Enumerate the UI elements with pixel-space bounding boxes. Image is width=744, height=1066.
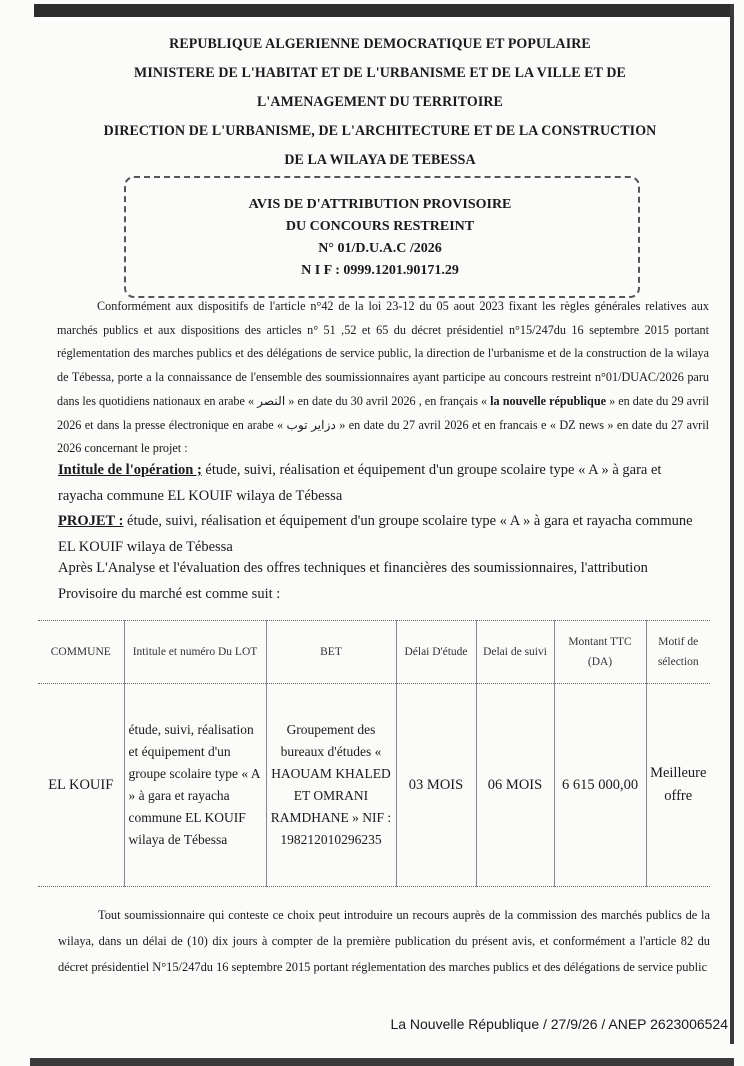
intro-newspaper: la nouvelle république (487, 393, 610, 408)
avis-number: N° 01/D.U.A.C /2026 (318, 241, 442, 256)
cell-lot: étude, suivi, réalisation et équipement d'un groupe scolaire type « A » à gara et rayacha commune EL KOUIF wilaya de Tébessa (124, 684, 266, 887)
intitule-operation (58, 458, 710, 509)
projet-line (58, 509, 710, 560)
publication-footer: La Nouvelle République / 27/9/26 / ANEP 2623006524 (390, 1016, 728, 1032)
cell-bet: Groupement des bureaux d'études « HAOUAM KHALED ET OMRANI RAMDHANE » NIF : 198212010296235 (266, 684, 396, 887)
recours-paragraph: Tout soumissionnaire qui conteste ce choix peut introduire un recours auprès de la commission des marchés publics de la wilaya, dans un délai de (10) dix jours à compter de la première publication du présent avis, et conformément a l'article 82 du décret présidentiel N°15/247du 16 septembre 2015 portant réglementation des marches publics et des délégations de service public (58, 908, 710, 974)
attribution-table (38, 620, 710, 887)
col-bet: BET (266, 621, 396, 684)
cell-delai-suivi: 06 MOIS (476, 684, 554, 887)
avis-nif: N I F : 0999.1201.90171.29 (301, 263, 459, 278)
table-header-row (38, 621, 710, 684)
intitule-label: Intitule de l'opération ; (58, 462, 202, 478)
col-lot: Intitule et numéro Du LOT (124, 621, 266, 684)
apres-paragraph: Après L'Analyse et l'évaluation des offres techniques et financières des soumissionnaires, l'attribution Provisoire du marché est comme suit : (58, 560, 648, 602)
intro-text-1: Conformément aux dispositifs de l'article n°42 de la loi 23-12 du 05 aout 2023 fixant les règles générales relatives aux marchés publics et aux dispositions des articles n° 51 ,52 et 65 du décret présidentiel n°15/247du 16 septembre 2015 portant réglementation des marches publics et des délégations de service public, la direction de l'urbanisme et de la construction de la wilaya de Tébessa, porte a la connaissance de l'ensemble des soumissionnaires ayant participe au concours restreint n°01/DUAC/2026 paru dans les quotidiens nationaux en arabe « النصر » en date du 30 avril 2026 , en français « (57, 299, 709, 408)
intro-paragraph (57, 295, 709, 461)
header-ministry-cont: L'AMENAGEMENT DU TERRITOIRE (257, 94, 503, 110)
projet-label: PROJET : (58, 513, 124, 529)
cell-commune: EL KOUIF (38, 684, 124, 887)
col-montant: Montant TTC (DA) (554, 621, 646, 684)
cell-montant: 6 615 000,00 (554, 684, 646, 887)
cell-motif: Meilleure offre (646, 684, 710, 887)
avis-title-block (124, 194, 636, 282)
header-wilaya: DE LA WILAYA DE TEBESSA (284, 152, 476, 168)
intitule-text: étude, suivi, réalisation et équipement d'un groupe scolaire type « A » à gara et rayacha commune EL KOUIF wilaya de Tébessa (58, 462, 662, 504)
avis-title: AVIS DE D'ATTRIBUTION PROVISOIRE (248, 197, 512, 212)
top-border-bar (34, 4, 730, 17)
col-commune: COMMUNE (38, 621, 124, 684)
col-motif: Motif de sélection (646, 621, 710, 684)
col-delai-etude: Délai D'étude (396, 621, 476, 684)
table-row (38, 684, 710, 887)
col-delai-suivi: Delai de suivi (476, 621, 554, 684)
projet-text: étude, suivi, réalisation et équipement d'un groupe scolaire type « A » à gara et rayacha commune EL KOUIF wilaya de Tébessa (58, 513, 693, 555)
bottom-border-bar (30, 1058, 734, 1066)
header-direction: DIRECTION DE L'URBANISME, DE L'ARCHITECTURE ET DE LA CONSTRUCTION (103, 123, 657, 139)
header-ministry: MINISTERE DE L'HABITAT ET DE L'URBANISME ET DE LA VILLE ET DE (134, 65, 626, 81)
header-republic: REPUBLIQUE ALGERIENNE DEMOCRATIQUE ET POPULAIRE (169, 36, 591, 52)
intro-text-2: » en date du 29 avril 2026 et dans la presse électronique en arabe « دزاير توب » en date du 27 avril 2026 et en francais e « DZ news » en date du 27 avril 2026 concernant le projet : (57, 393, 709, 456)
document-header (82, 30, 677, 175)
cell-delai-etude: 03 MOIS (396, 684, 476, 887)
avis-subtitle: DU CONCOURS RESTREINT (285, 219, 475, 234)
right-border-bar (730, 4, 734, 1044)
